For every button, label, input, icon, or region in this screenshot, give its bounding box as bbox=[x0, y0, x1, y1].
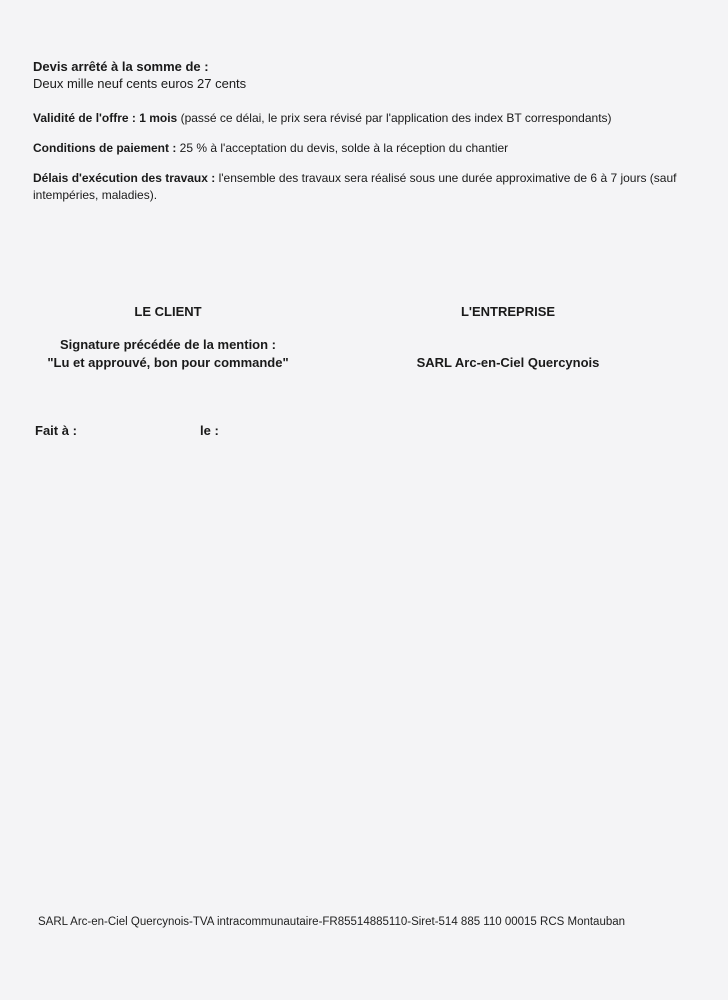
legal-footer: SARL Arc-en-Ciel Quercynois-TVA intracommunautaire-FR85514885110-Siret-514 885 110 00015 RCS Montauban bbox=[38, 916, 626, 928]
client-mention-line1: Signature précédée de la mention : bbox=[60, 337, 276, 352]
client-mention-line2: "Lu et approuvé, bon pour commande" bbox=[47, 355, 289, 370]
company-title: L'ENTREPRISE bbox=[460, 304, 556, 319]
payment-label: Conditions de paiement : bbox=[33, 141, 177, 155]
place-label: Fait à : bbox=[35, 423, 77, 438]
execution-delays bbox=[33, 170, 693, 204]
payment-terms bbox=[33, 140, 693, 157]
validity-label: Validité de l'offre : 1 mois bbox=[33, 111, 178, 125]
payment-text: 25 % à l'acceptation du devis, solde à la réception du chantier bbox=[176, 141, 509, 155]
client-title: LE CLIENT bbox=[134, 304, 202, 319]
date-label: le : bbox=[200, 423, 219, 438]
delays-label: Délais d'exécution des travaux : bbox=[33, 171, 216, 185]
amount-title: Devis arrêté à la somme de : bbox=[33, 59, 209, 74]
validity-text: (passé ce délai, le prix sera révisé par l'application des index BT correspondants) bbox=[177, 111, 612, 125]
validity-clause bbox=[33, 110, 693, 127]
delays-text: l'ensemble des travaux sera réalisé sous une durée approximative de 6 à 7 jours (sauf intempéries, maladies). bbox=[33, 171, 677, 202]
company-name: SARL Arc-en-Ciel Quercynois bbox=[416, 355, 600, 370]
amount-in-words: Deux mille neuf cents euros 27 cents bbox=[33, 76, 247, 91]
client-mention bbox=[28, 336, 308, 372]
